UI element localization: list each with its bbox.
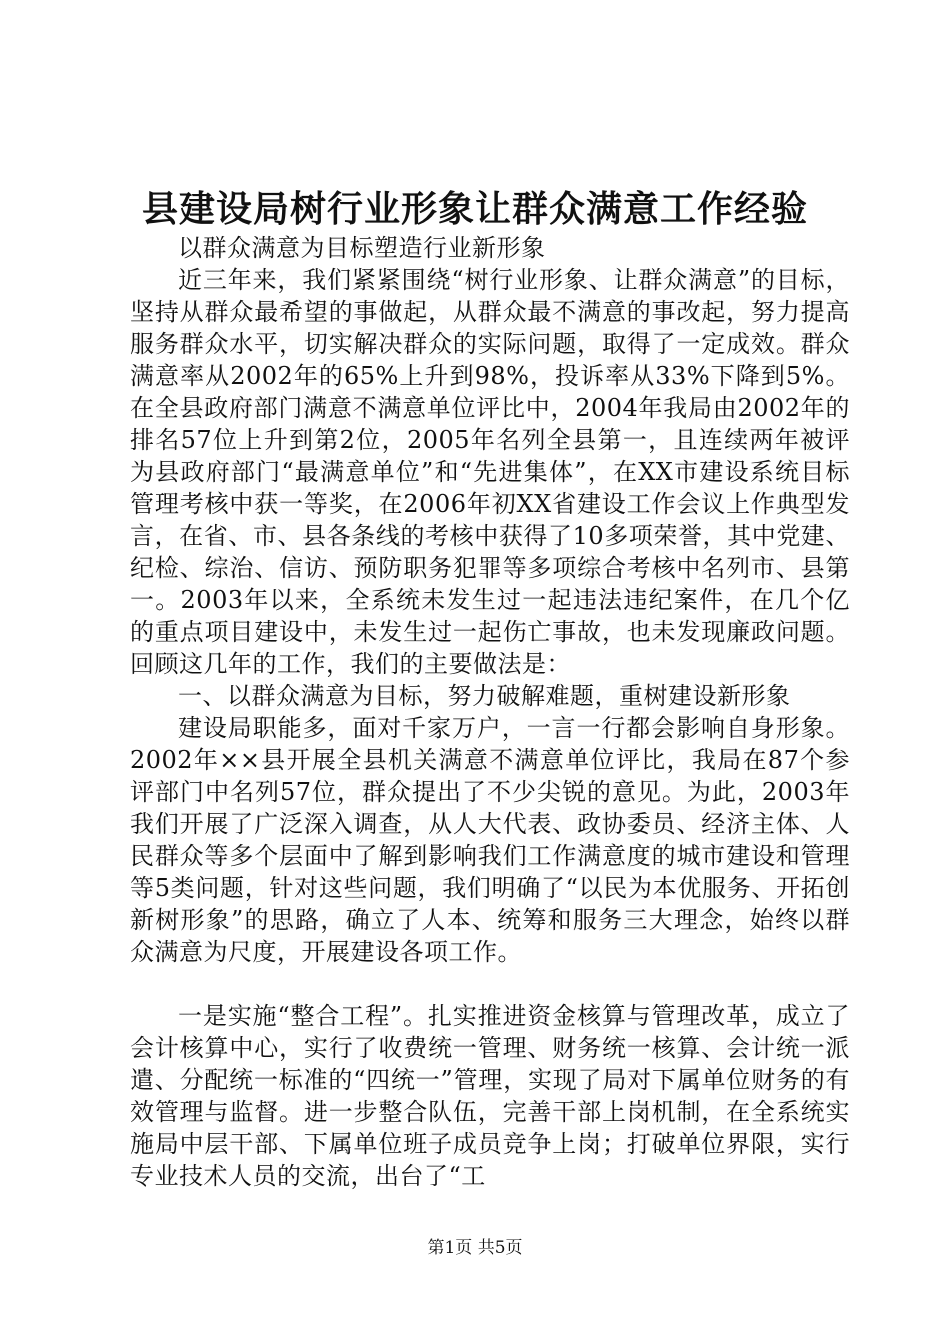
body-paragraph: 建设局职能多，面对千家万户，一言一行都会影响自身形象。2002年××县开展全县机关满意不满意单位评比，我局在87个参评部门中名列57位，群众提出了不少尖锐的意见。为此，2003年我们开展了广泛深入调查，从人大代表、政协委员、经济主体、人民群众等多个层面中了解到影响我们工作满意度的城市建设和管理等5类问题，针对这些问题，我们明确了“以民为本优服务、开拓创新树形象”的思路，确立了人本、统筹和服务三大理念，始终以群众满意为尺度，开展建设各项工作。 [130, 714, 850, 966]
section-heading: 一、以群众满意为目标，努力破解难题，重树建设新形象 [178, 682, 791, 710]
page-number-footer: 第1页 共5页 [427, 1238, 523, 1258]
body-paragraph: 一是实施“整合工程”。扎实推进资金核算与管理改革，成立了会计核算中心，实行了收费统一管理、财务统一核算、会计统一派遣、分配统一标准的“四统一”管理，实现了局对下属单位财务的有效管理与监督。进一步整合队伍，完善干部上岗机制，在全系统实施局中层干部、下属单位班子成员竞争上岗；打破单位界限，实行专业技术人员的交流，出台了“工 [130, 1002, 850, 1190]
subtitle-paragraph: 以群众满意为目标塑造行业新形象 [178, 234, 546, 262]
body-paragraph: 近三年来，我们紧紧围绕“树行业形象、让群众满意”的目标，坚持从群众最希望的事做起，从群众最不满意的事改起，努力提高服务群众水平，切实解决群众的实际问题，取得了一定成效。群众满意率从2002年的65%上升到98%，投诉率从33%下降到5%。在全县政府部门满意不满意单位评比中，2004年我局由2002年的排名57位上升到第2位，2005年名列全县第一，且连续两年被评为县政府部门“最满意单位”和“先进集体”，在XX市建设系统目标管理考核中获一等奖，在2006年初XX省建设工作会议上作典型发言，在省、市、县各条线的考核中获得了10多项荣誉，其中党建、纪检、综治、信访、预防职务犯罪等多项综合考核中名列市、县第一。2003年以来，全系统未发生过一起违法违纪案件，在几个亿的重点项目建设中，未发生过一起伤亡事故，也未发现廉政问题。回顾这几年的工作，我们的主要做法是： [130, 266, 850, 678]
document-body [130, 232, 850, 1192]
document-title: 县建设局树行业形象让群众满意工作经验 [141, 188, 808, 230]
